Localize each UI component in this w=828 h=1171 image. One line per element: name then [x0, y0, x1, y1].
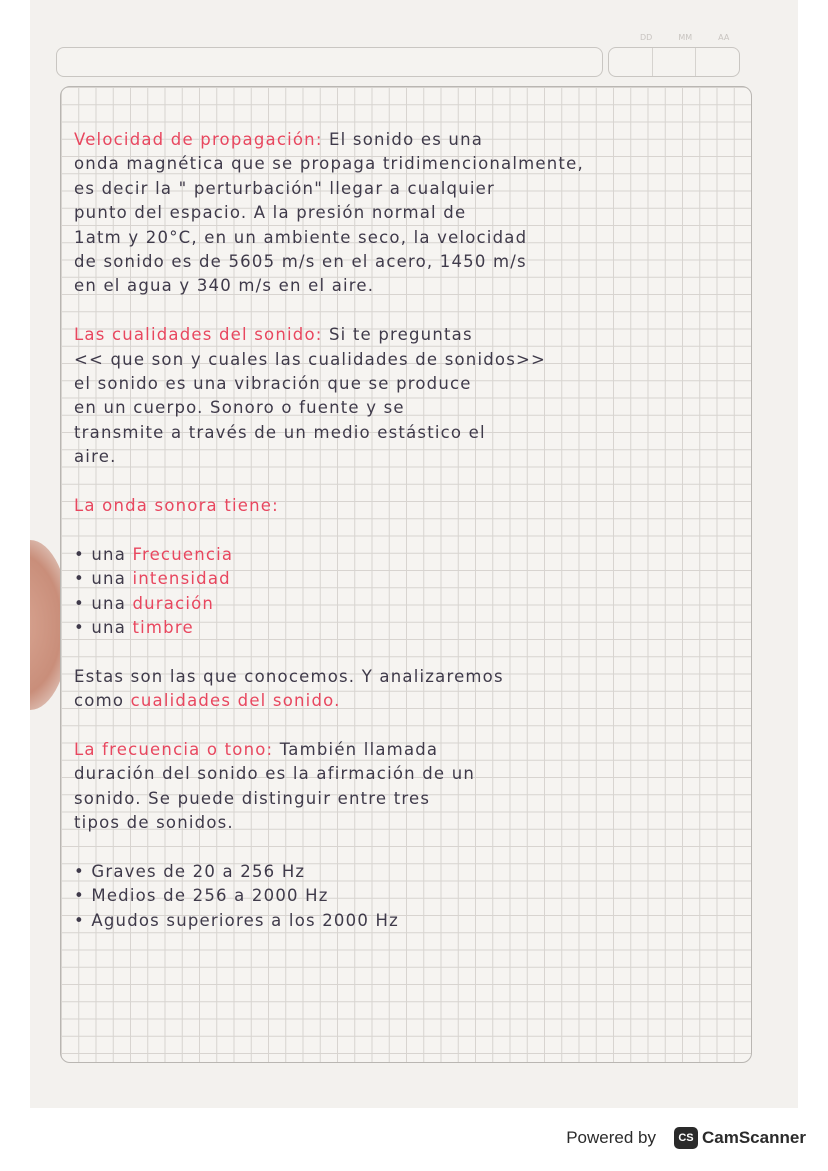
line-text: Si te preguntas [322, 325, 473, 345]
text-line [74, 203, 774, 223]
camscanner-logo-icon: CS [674, 1127, 698, 1149]
camscanner-brand: CamScanner [702, 1128, 806, 1147]
text-line [74, 398, 774, 418]
heading-red: La frecuencia o tono: [74, 740, 274, 759]
line-text: Estas son las que conocemos. Y analizaremos [74, 666, 504, 686]
text-line [74, 594, 774, 614]
line-text: duración del sonido es la afirmación de un [74, 764, 476, 784]
notebook-date-box [608, 47, 740, 77]
line-text: sonido. Se puede distinguir entre tres [74, 788, 431, 808]
text-line [74, 545, 774, 565]
line-text: de sonido es de 5605 m/s en el acero, 1450 m/s [74, 252, 527, 271]
text-line [74, 350, 774, 370]
line-text: en un cuerpo. Sonoro o fuente y se [74, 398, 405, 418]
line-text: • Graves de 20 a 256 Hz [74, 862, 306, 881]
line-text: como [74, 691, 131, 711]
date-labels [640, 33, 790, 47]
heading-red: La onda sonora tiene: [74, 496, 279, 515]
heading-red: Velocidad de propagación: [74, 130, 323, 149]
text-line [74, 228, 774, 248]
text-line [74, 252, 774, 272]
text-line [74, 911, 774, 931]
text-line [74, 886, 774, 906]
text-line [74, 325, 774, 345]
text-line [74, 813, 774, 833]
line-text: 1atm y 20°C, en un ambiente seco, la velocidad [74, 227, 528, 247]
text-line [74, 423, 774, 443]
heading-red: Las cualidades del sonido: [74, 325, 323, 345]
notebook-title-bar [56, 47, 603, 77]
line-text: en el agua y 340 m/s en el aire. [74, 276, 375, 296]
text-line [74, 130, 774, 150]
text-line [74, 496, 774, 516]
text-line [74, 764, 774, 784]
highlight-red: intensidad [132, 569, 231, 589]
line-text: También llamada [273, 740, 439, 759]
text-line [74, 789, 774, 809]
line-text: El sonido es una [322, 130, 484, 149]
line-text: • Agudos superiores a los 2000 Hz [74, 910, 399, 930]
highlight-red: Frecuencia [132, 544, 234, 564]
text-line [74, 862, 774, 882]
line-text: << que son y cuales las cualidades de sonidos>> [74, 349, 547, 369]
text-line [74, 154, 774, 174]
line-text: aire. [74, 447, 117, 467]
text-line [74, 276, 774, 296]
text-line [74, 569, 774, 589]
line-text: tipos de sonidos. [74, 813, 234, 833]
highlight-red: duración [132, 593, 215, 613]
text-line [74, 447, 774, 467]
line-text: transmite a través de un medio estástico el [74, 422, 486, 442]
date-label-year: AA [718, 33, 730, 42]
line-text: es decir la " perturbación" llegar a cualquier [74, 178, 495, 198]
line-text: • una [74, 544, 133, 564]
date-label-month: MM [678, 33, 693, 42]
line-text: • una [74, 593, 133, 613]
text-line [74, 618, 774, 638]
text-line [74, 691, 774, 711]
powered-by-text: Powered by [566, 1128, 656, 1147]
line-text: • Medios de 256 a 2000 Hz [74, 886, 329, 906]
line-text: el sonido es una vibración que se produce [74, 374, 472, 393]
highlight-red: timbre [132, 618, 194, 637]
line-text: onda magnética que se propaga tridimencionalmente, [74, 154, 584, 174]
text-line [74, 179, 774, 199]
highlight-red: cualidades del sonido. [130, 691, 341, 711]
text-line [74, 374, 774, 394]
line-text: • una [74, 569, 133, 589]
line-text: • una [74, 618, 133, 637]
text-line [74, 667, 774, 687]
text-line [74, 740, 774, 760]
line-text: punto del espacio. A la presión normal de [74, 203, 467, 223]
date-label-day: DD [640, 33, 653, 42]
